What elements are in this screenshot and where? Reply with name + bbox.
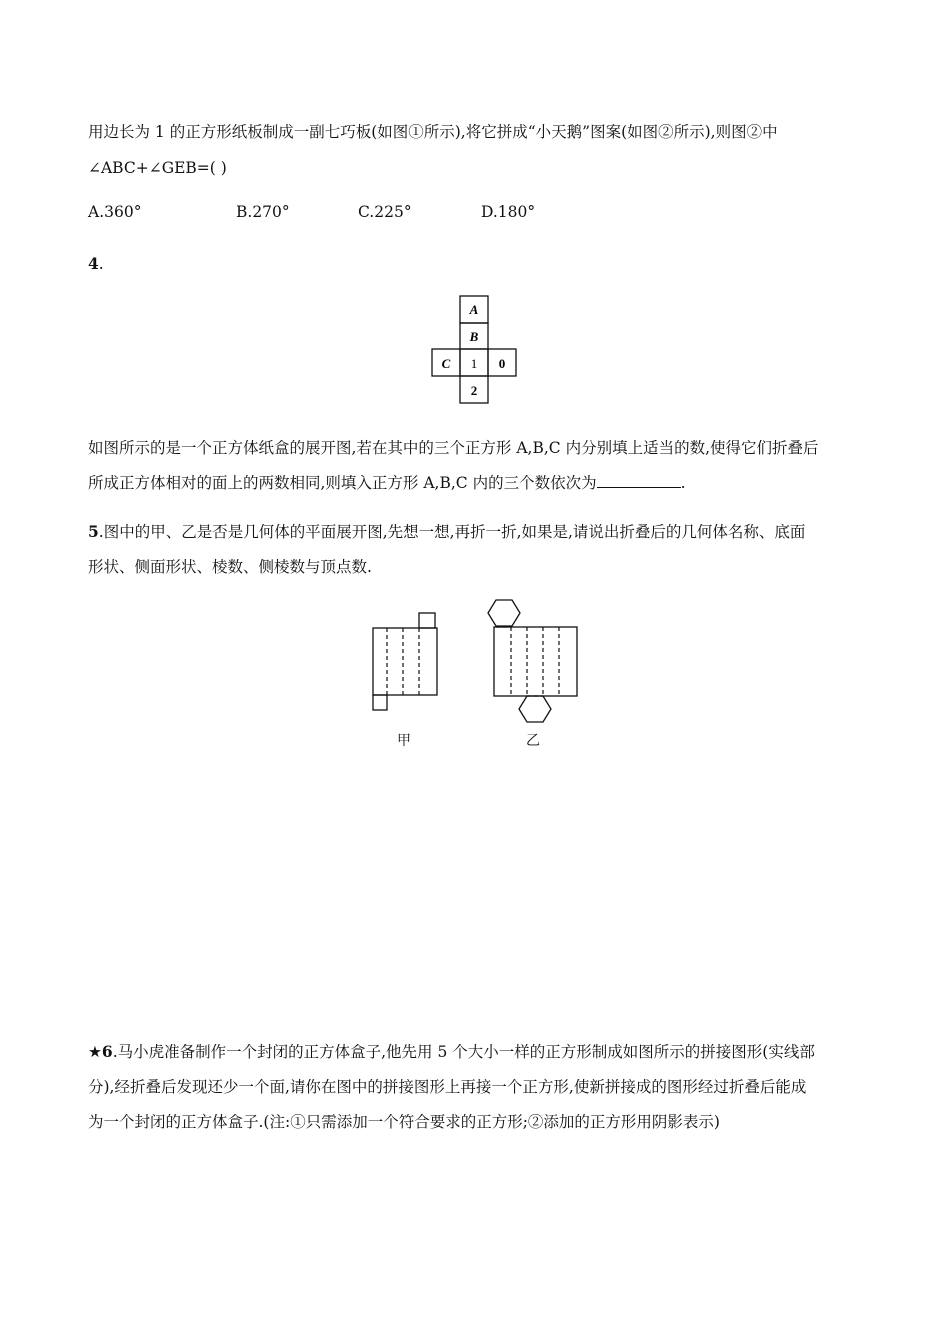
net-label-2: 2 — [470, 383, 478, 398]
net-figure-yi — [485, 596, 580, 724]
caption-jia: 甲 — [397, 733, 411, 749]
q3-option-a: A.360° — [88, 203, 142, 221]
q5-number: 5 — [88, 522, 99, 541]
net-figure-jia — [370, 610, 440, 712]
q3-option-d: D.180° — [481, 203, 536, 221]
q3-text-line2: ∠ABC+∠GEB=( ) — [88, 159, 227, 177]
caption-yi: 乙 — [526, 733, 540, 749]
q5-text-line1 — [88, 521, 805, 543]
q5-text-line1-body: .图中的甲、乙是否是几何体的平面展开图,先想一想,再折一折,如果是,请说出折叠后的几何体名称、底面 — [98, 523, 806, 541]
q6-text-line2: 分),经折叠后发现还少一个面,请你在图中的拼接图形上再接一个正方形,使新拼接成的图形经过折叠后能成 — [88, 1078, 807, 1096]
star-icon: ★ — [88, 1043, 102, 1061]
q6-text-line3: 为一个封闭的正方体盒子.(注:①只需添加一个符合要求的正方形;②添加的正方形用阴影表示) — [88, 1113, 720, 1131]
q3-option-b: B.270° — [236, 203, 290, 221]
q4-number: 4 — [88, 254, 99, 273]
q4-heading — [88, 253, 104, 275]
net-label-a: A — [469, 302, 479, 317]
net-label-b: B — [469, 329, 479, 344]
net-label-0: 0 — [498, 356, 506, 371]
cube-net-figure — [432, 296, 520, 406]
answer-blank — [597, 472, 681, 488]
q4-text-line1: 如图所示的是一个正方体纸盒的展开图,若在其中的三个正方形 A,B,C 内分别填上适当的数,使得它们折叠后 — [88, 439, 819, 457]
net-label-c: C — [441, 356, 451, 371]
q4-number-suffix: . — [98, 255, 104, 273]
q6-text-line1-body: .马小虎准备制作一个封闭的正方体盒子,他先用 5 个大小一样的正方形制成如图所示的拼接图形(实线部 — [112, 1043, 815, 1061]
q6-text-line1 — [88, 1041, 815, 1063]
q4-text-line2-end: . — [680, 474, 686, 492]
q6-number: 6 — [101, 1042, 113, 1061]
q4-text-line2-body: 所成正方体相对的面上的两数相同,则填入正方形 A,B,C 内的三个数依次为 — [88, 474, 597, 492]
net-label-1: 1 — [470, 356, 478, 371]
q3-text-line1: 用边长为 1 的正方形纸板制成一副七巧板(如图①所示),将它拼成“小天鹅”图案(如图②所示),则图②中 — [88, 123, 778, 141]
q4-text-line2 — [88, 472, 686, 494]
q5-text-line2: 形状、侧面形状、棱数、侧棱数与顶点数. — [88, 558, 372, 576]
q3-option-c: C.225° — [358, 203, 412, 221]
